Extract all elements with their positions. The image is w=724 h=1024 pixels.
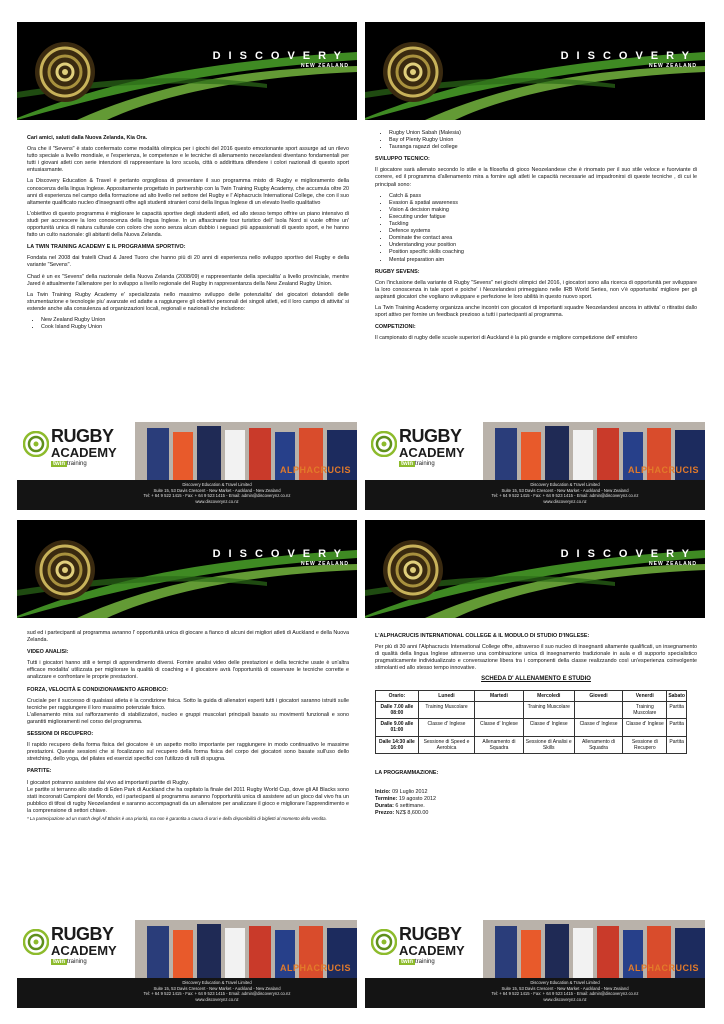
section-heading: L'ALPHACRUCIS INTERNATIONAL COLLEGE & IL MODULO DI STUDIO D'INGLESE:	[375, 633, 590, 639]
rugby-academy-footer	[17, 422, 357, 510]
table-row	[376, 719, 687, 736]
table-cell: Classe d' Inglese	[523, 719, 574, 736]
logo-academy-text: ACADEMY	[51, 445, 117, 460]
discovery-banner	[365, 520, 705, 618]
column-header: Martedi	[475, 690, 524, 701]
table-cell: Partita	[667, 736, 687, 753]
koru-icon	[23, 431, 49, 457]
programme-details	[375, 789, 697, 817]
page-2-content	[375, 130, 697, 420]
list-item: • Vision & decision making	[389, 207, 697, 214]
logo-rugby-text: RUGBY	[399, 924, 462, 944]
fern-koru-graphic	[365, 520, 705, 618]
paragraph: Fondata nel 2008 dai fratelli Chad & Jared Tuoro che hanno più di 20 anni di esperienza nello sviluppo sportivo del Rugby e della variante "Sevens".	[27, 255, 349, 269]
section-heading: COMPETIZIONI:	[375, 324, 416, 331]
table-cell: Classe d' Inglese	[475, 719, 524, 736]
discovery-logo	[213, 548, 349, 567]
brand-subtitle: NEW ZEALAND	[649, 561, 697, 567]
discovery-banner	[365, 22, 705, 120]
paragraph: Per più di 30 anni l'Alphacrucis International College offre, attraverso il suo nucleo di insegnanti altamente qualificati, un insegnamento di qualità della lingua Inglese attraverso una combinazione unica di insegnamento tradizionale in aula e di supporto specialistico pragmaticamente individualizzato e conversazione libera tra i componenti della classe realizzando così un'esperienza coinvolgente stimolanti ed allo stesso tempo innovative.	[375, 644, 697, 672]
brochure-page-3	[17, 520, 357, 1008]
table-cell	[475, 701, 524, 718]
rugby-academy-logo	[17, 422, 135, 480]
paragraph: L'allenamento mira sul rafforzamento di stabilizzatori, nucleo e gruppi muscolari principali basato su movimenti funzionali e sono garantiti miglioramenti nel corso del programma.	[27, 711, 349, 725]
table-cell	[574, 701, 623, 718]
fern-koru-graphic	[365, 22, 705, 120]
table-cell: Dalle 7.00 alle 08:00	[376, 701, 419, 718]
logo-rugby-text: RUGBY	[399, 426, 462, 446]
table-row	[376, 736, 687, 753]
table-cell: Partita	[667, 701, 687, 718]
brand-subtitle: NEW ZEALAND	[301, 63, 349, 69]
paragraph: Chad è un ex "Sevens" della nazionale della Nuova Zelanda (2008/09) e rappresentante della specialita' a livello provinciale, mentre Jared è attualmente l'allenatore per lo sviluppo a livello regionale del Rugby in rappresentanza della New Zealand Rugby Union.	[27, 273, 349, 287]
rugby-academy-logo	[365, 920, 483, 978]
list-item: • Dominate the contact area	[389, 235, 697, 242]
programme-row: Prezzo: NZ$ 8,600.00	[375, 810, 429, 817]
paragraph: Il campionato di rugby delle scuole superiori di Auckland è la più grande e migliore competizione dell' emisfero	[375, 335, 638, 342]
list-item: • Catch & pass	[389, 193, 697, 200]
list-item: • Mental preparation aim	[389, 257, 697, 264]
logo-academy-text: ACADEMY	[51, 943, 117, 958]
list-item: • Tackling	[389, 221, 697, 228]
list-item: • Defence systems	[389, 228, 697, 235]
paragraph: Ora che il "Sevens" è stato confermato come modalità olimpica per i giochi del 2016 questo emozionante sport assurge ad un rilevo tutto speciale a livello mondiale, e l'esperienza, le competenze e le tecniche di allenamento neozelandesi diventano fondamentali per tutti i giovani atleti con serie intenzioni di rappresentare la loro scuola, città o addirittura difendere i colori nazionali di questo sport entusiasmante.	[27, 146, 349, 174]
table-cell: Classe d' Inglese	[574, 719, 623, 736]
contact-info: Discovery Education & Travel Limited Suite 15, 53 Davis Crescent - New Market - Auckland - New Zealand Tel: + 64 9 522 1415 - Fax: + 64 9 523 1415 - Email: admin@discoverynz.co.nz www.discoverynz.co.nz	[143, 482, 291, 504]
alphacrucis-logo: ALPHACRUCIS	[627, 465, 699, 475]
section-heading: PARTITE:	[27, 768, 52, 775]
contact-info: Discovery Education & Travel Limited Suite 15, 53 Davis Crescent - New Market - Auckland - New Zealand Tel: + 64 9 522 1415 - Fax: + 64 9 523 1415 - Email: admin@discoverynz.co.nz www.discoverynz.co.nz	[491, 482, 639, 504]
fern-koru-graphic	[17, 520, 357, 618]
table-header-row	[376, 690, 687, 701]
logo-twin-training: twin training	[53, 461, 87, 467]
list-item: • New Zealand Rugby Union	[41, 317, 349, 324]
section-heading: FORZA, VELOCITÀ E CONDIZIONAMENTO AEROBICO:	[27, 686, 169, 693]
table-cell: Classe d' Inglese	[418, 719, 474, 736]
paragraph: Cruciale per il successo di qualsiasi atleta è la condizione fisica. Sotto la guida di allenatori esperti tutti i giocatori saranno istruiti sulle tecniche per raggiungere il loro massimo potenziale fisico.	[27, 697, 349, 711]
table-cell: Sessione di Speed e Aerobica	[418, 736, 474, 753]
paragraph: La Twin Training Rugby Academy e' specializzata nello massimo sviluppo delle potenzialita' dei giocatori dotandoli delle strumentazione e tecnologie piu' avanzate ed adatte a raggiungere gli obiettivi personali dei singoli atleti, ed il loro campo di attivita' si estende anche alla consulenza ad organizzazioni locali, regionali e nazionali che includono:	[27, 291, 349, 312]
rugby-academy-logo	[17, 920, 135, 978]
brand-name: DISCOVERY	[212, 50, 349, 62]
alphacrucis-logo: ALPHACRUCIS	[279, 963, 351, 973]
table-cell: Allenamento di Squadra	[475, 736, 524, 753]
brand-subtitle: NEW ZEALAND	[301, 561, 349, 567]
page-1-content	[27, 130, 349, 420]
paragraph: Le partite si terranno allo stadio di Eden Park di Auckland che ha ospitato la finale del 2011 Rugby World Cup, dove gli All Blacks sono stati incoronati Campioni del Mondo, ed i partecipanti al programma avranno l'opportunità unica di assistere ad un gioco dal vivo fra un pubblico di tifosi di rugby Neozelandesi e saranno accompagnati da un allenatore per analizzare il gioco e migliorare l'apprendimento e la comprensione di settori chiave.	[27, 786, 349, 814]
column-header: Sabato	[667, 690, 687, 701]
list-item: • Rugby Union Sabah (Malesia)	[389, 130, 697, 137]
logo-twin-training: twin training	[401, 959, 435, 965]
paragraph: Con l'inclusione della variante di Rugby "Sevens" nei giochi olimpici del 2016, i giocatori sono alla ricerca di opportunità per sviluppare la loro conoscenza in tale sport e poiche' i Neozelandesi primeggiano nelle IRB World Series, non v'è opportunita' migliore per gli aspiranti giocatori che vogliano sviluppare e perfezione le loro abilità in questo nuovo sport.	[375, 279, 697, 300]
rugby-academy-logo	[365, 422, 483, 480]
list-item: • Cook Island Rugby Union	[41, 324, 349, 331]
logo-twin-training: twin training	[53, 959, 87, 965]
schedule-table	[375, 690, 687, 754]
list-item: • Executing under fatigue	[389, 214, 697, 221]
programme-row: Durata: 6 settimane.	[375, 803, 425, 810]
column-header: Giovedi	[574, 690, 623, 701]
paragraph: La Discovery Education & Travel è pertanto orgogliosa di presentare il suo programma misto di Rugby e miglioramento della conoscenza della lingua Inglese. Appositamente progettato in partnership con la Twin Training Rugby Academy, che accumula oltre 20 anni di esperienza nel campo della formazione ad alto livello nel settore del Rugby e l' Alphacrucis International College, che con il suo altamente qualificato nucleo d'insegnanti offre agli studenti stranieri corsi della lingua Inglese di un elevato livello qualitativo	[27, 178, 349, 206]
brand-subtitle: NEW ZEALAND	[649, 63, 697, 69]
paragraph: Il giocatore sarà allenato secondo lo stile e la filosofia di gioco Neozelandese che è rinomato per il suo stile veloce e fuorviante di correre, ed il programma d'allenamento mira a fornire agli atleti le capacità necessarie ad impadronirsi di queste tecniche , di cui le principali sono:	[375, 167, 697, 188]
column-header: Lunedi	[418, 690, 474, 701]
paragraph: sud ed i partecipanti al programma avranno l' opportunità unica di giocare a fianco di alcuni dei migliori atleti di Auckland e della Nuova Zelanda.	[27, 630, 349, 644]
page-4-content	[375, 628, 697, 918]
skills-list	[389, 193, 697, 264]
column-header: Venerdi	[623, 690, 667, 701]
koru-icon	[371, 929, 397, 955]
alphacrucis-logo: ALPHACRUCIS	[279, 465, 351, 475]
list-item: • Bay of Plenty Rugby Union	[389, 137, 697, 144]
section-heading: LA TWIN TRAINING ACADEMY E IL PROGRAMMA SPORTIVO:	[27, 244, 186, 251]
logo-rugby-text: RUGBY	[51, 426, 114, 446]
table-cell: Partita	[667, 719, 687, 736]
koru-icon	[371, 431, 397, 457]
contact-info: Discovery Education & Travel Limited Suite 15, 53 Davis Crescent - New Market - Auckland - New Zealand Tel: + 64 9 522 1415 - Fax: + 64 9 523 1415 - Email: admin@discoverynz.co.nz www.discoverynz.co.nz	[491, 980, 639, 1002]
section-heading: SESSIONI DI RECUPERO:	[27, 731, 94, 738]
paragraph: I giocatori potranno assistere dal vivo ad importanti partite di Rugby.	[27, 779, 190, 786]
paragraph: L'obiettivo di questo programma è migliorare le capacità sportive degli studenti atleti, ed allo stesso tempo offrire un piano intensivo di studi per accrescere la loro conoscenza della lingua Inglese. In un affascinante tour turistico dell' Isola Nord si vuole offrire un' opportunità unica di natura culturale con coloro che sono senza alcun dubbio i seguaci più appassionati di questo sport, e he hanno fatto un culto nazionale: gli abitanti della Nuova Zelanda.	[27, 210, 349, 239]
table-cell: Training Muscolare	[523, 701, 574, 718]
table-cell: Dalle 14:30 alle 16:00	[376, 736, 419, 753]
table-cell: Training Muscolare	[623, 701, 667, 718]
discovery-logo	[561, 50, 697, 69]
brand-name: DISCOVERY	[560, 548, 697, 560]
rugby-academy-footer	[365, 422, 705, 510]
paragraph: La Twin Training Academy organizza anche incontri con giocatori di importanti squadre Neozelandesi ancora in attivita' o ritiratisi dallo sport attivo per fornire un feedback prezioso a tutti i partecipanti al programma.	[375, 304, 697, 319]
greeting: Cari amici, saluti dalla Nuova Zelanda, Kia Ora.	[27, 135, 148, 141]
list-item: • Tauranga ragazzi del college	[389, 144, 697, 151]
rugby-academy-footer	[17, 920, 357, 1008]
section-heading: LA PROGRAMMAZIONE:	[375, 769, 439, 776]
table-row	[376, 701, 687, 718]
discovery-logo	[213, 50, 349, 69]
list-item: • Evasion & spatial awareness	[389, 200, 697, 207]
column-header: Orario:	[376, 690, 419, 701]
table-cell: Sessione di Analisi e Skills	[523, 736, 574, 753]
section-heading: VIDEO ANALISI:	[27, 649, 69, 656]
paragraph: Il rapido recupero della forma fisica del giocatore è un aspetto molto importante per raggiungere in modo continuativo le massime prestazioni. Queste sessioni che si focalizzano sul recupero della forma fisica del corpo dei giocatori sono basate sull'uso dello stretching, dello yoga, del pilates ed esercizi specifici con l'utilizzo di rulli di spugna.	[27, 742, 349, 763]
brochure-page-4	[365, 520, 705, 1008]
list-item: • Understanding your position	[389, 242, 697, 249]
page-3-content	[27, 630, 349, 920]
bullet-list	[41, 317, 349, 331]
bullet-list	[389, 130, 697, 151]
column-header: Mercoledi	[523, 690, 574, 701]
rugby-academy-footer	[365, 920, 705, 1008]
footnote: * La partecipazione ad un match degli All Blacks è una priorità, ma non è garantita a causa di orari e della disponibilità di biglietti al momento della vendita.	[27, 815, 327, 821]
logo-academy-text: ACADEMY	[399, 943, 465, 958]
logo-academy-text: ACADEMY	[399, 445, 465, 460]
table-cell: Dalle 9.00 alle 01:00	[376, 719, 419, 736]
brochure-page-1	[17, 22, 357, 510]
discovery-logo	[561, 548, 697, 567]
section-heading: SVILUPPO TECNICO:	[375, 156, 430, 163]
programme-row: Termine: 19 agosto 2012	[375, 796, 437, 803]
table-cell: Allenamento di Squadra	[574, 736, 623, 753]
discovery-banner	[17, 520, 357, 618]
list-item: • Position specific skills coaching	[389, 249, 697, 256]
section-heading: RUGBY SEVENS:	[375, 268, 420, 275]
fern-koru-graphic	[17, 22, 357, 120]
brand-name: DISCOVERY	[560, 50, 697, 62]
brochure-page-2	[365, 22, 705, 510]
contact-info: Discovery Education & Travel Limited Suite 15, 53 Davis Crescent - New Market - Auckland - New Zealand Tel: + 64 9 522 1415 - Fax: + 64 9 523 1415 - Email: admin@discoverynz.co.nz www.discoverynz.co.nz	[143, 980, 291, 1002]
programme-row: Inizio: 09 Luglio 2012	[375, 789, 428, 796]
logo-twin-training: twin training	[401, 461, 435, 467]
table-cell: Classe d' Inglese	[623, 719, 667, 736]
paragraph: Tutti i giocatori hanno stili e tempi di apprendimento diversi. Fornire analisi video delle prestazioni e della tecniche usate è un'altra efficace modalita' utilizzata per migliorare la qualità di coaching e il giocatore avrà l'opportunità di osservare le tecniche corrette e analizzare e confrontare le proprie prestazioni.	[27, 660, 349, 681]
alphacrucis-logo: ALPHACRUCIS	[627, 963, 699, 973]
logo-rugby-text: RUGBY	[51, 924, 114, 944]
discovery-banner	[17, 22, 357, 120]
table-cell: Training Muscolare	[418, 701, 474, 718]
table-cell: Sessione di Recupero	[623, 736, 667, 753]
brand-name: DISCOVERY	[212, 548, 349, 560]
schedule-title: SCHEDA D' ALLENAMENTO E STUDIO	[481, 676, 591, 683]
koru-icon	[23, 929, 49, 955]
